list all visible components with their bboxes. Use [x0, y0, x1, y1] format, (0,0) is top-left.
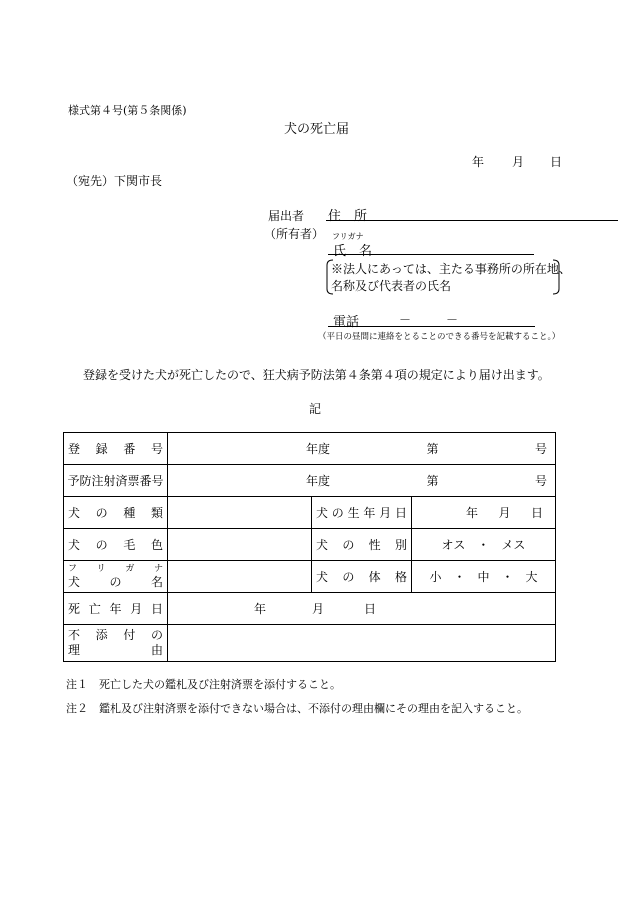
notifier-owner-label: （所有者） [264, 227, 325, 241]
dog-name-field[interactable] [168, 561, 312, 593]
table-row-vaccination [64, 465, 556, 497]
death-day: 日 [364, 601, 377, 616]
corporate-note-line2: 名称及び代表者の氏名 [331, 279, 452, 293]
birth-day: 日 [530, 506, 543, 520]
breed-label: 犬 の 種 類 [64, 497, 168, 529]
date-day-label: 日 [550, 155, 563, 169]
notifier-label: 届出者 [268, 209, 305, 223]
note-1: 注１ 死亡した犬の鑑札及び注射済票を添付すること。 [66, 678, 341, 691]
death-date-label: 死亡年月日 [64, 593, 168, 625]
date-year-label: 年 [472, 155, 485, 169]
birth-date-label: 犬の生年月日 [312, 497, 412, 529]
statement: 登録を受けた犬が死亡したので、狂犬病予防法第４条第４項の規定により届け出ます。 [83, 368, 550, 382]
sex-field[interactable]: オス ・ メス [412, 529, 556, 561]
size-label: 犬 の 体 格 [312, 561, 412, 593]
corporate-note-line1: ※法人にあっては、主たる事務所の所在地、 [331, 262, 571, 276]
dog-name-label: 犬 の 名 [68, 575, 163, 589]
addressee: （宛先）下関市長 [66, 174, 163, 188]
birth-year: 年 [466, 506, 479, 520]
vacc-dai: 第 [426, 474, 439, 488]
note-2: 注２ 鑑札及び注射済票を添付できない場合は、不添付の理由欄にその理由を記入すること。 [66, 702, 528, 715]
phone-dash-1: － [399, 313, 412, 327]
registration-number-field[interactable] [168, 433, 556, 465]
breed-field[interactable] [168, 497, 312, 529]
death-month: 月 [312, 601, 325, 616]
reg-go: 号 [534, 442, 547, 456]
sex-label: 犬 の 性 別 [312, 529, 412, 561]
coat-color-field[interactable] [168, 529, 312, 561]
not-attached-reason-field[interactable] [168, 625, 556, 662]
address-label: 住 所 [328, 209, 368, 224]
birth-month: 月 [498, 506, 511, 520]
vacc-fiscal-year: 年度 [306, 474, 331, 488]
phone-note: （平日の昼間に連絡をとることのできる番号を記載すること。） [318, 332, 561, 342]
table-row-color [64, 529, 556, 561]
reg-dai: 第 [426, 442, 439, 456]
size-field[interactable]: 小 ・ 中 ・ 大 [412, 561, 556, 593]
name-label: 氏 名 [333, 244, 373, 259]
furigana-label: フリガナ [332, 232, 364, 241]
dog-name-furigana-label: フ リ ガ ナ [68, 564, 163, 574]
vacc-go: 号 [534, 474, 547, 488]
table-row-registration [64, 433, 556, 465]
table-row-name [64, 561, 556, 593]
vaccination-number-label: 予防注射済票番号 [64, 465, 168, 497]
phone-underline[interactable] [328, 326, 535, 327]
page-title: 犬の死亡届 [284, 122, 350, 137]
address-underline[interactable] [326, 220, 618, 221]
phone-dash-2: － [446, 313, 459, 327]
registration-number-label: 登 録 番 号 [64, 433, 168, 465]
name-underline[interactable] [328, 254, 534, 255]
date-month-label: 月 [512, 155, 525, 169]
ki-label: 記 [309, 402, 322, 416]
death-year: 年 [254, 601, 267, 616]
not-attached-reason-label-cell [64, 625, 168, 662]
vaccination-number-field[interactable] [168, 465, 556, 497]
not-attached-label-line1: 不 添 付 の [68, 628, 163, 642]
dog-details-table [63, 432, 556, 662]
phone-label: 電話 [333, 315, 360, 330]
death-date-field[interactable] [168, 593, 556, 625]
table-row-breed [64, 497, 556, 529]
not-attached-label-line2: 理 由 [68, 643, 163, 657]
reg-fiscal-year: 年度 [306, 442, 331, 456]
dog-name-label-cell [64, 561, 168, 593]
birth-date-field[interactable] [412, 497, 556, 529]
table-row-not-attached [64, 625, 556, 662]
coat-color-label: 犬 の 毛 色 [64, 529, 168, 561]
corporate-note-bracket [326, 259, 571, 295]
form-number: 様式第４号(第５条関係) [68, 104, 187, 117]
table-row-death-date [64, 593, 556, 625]
